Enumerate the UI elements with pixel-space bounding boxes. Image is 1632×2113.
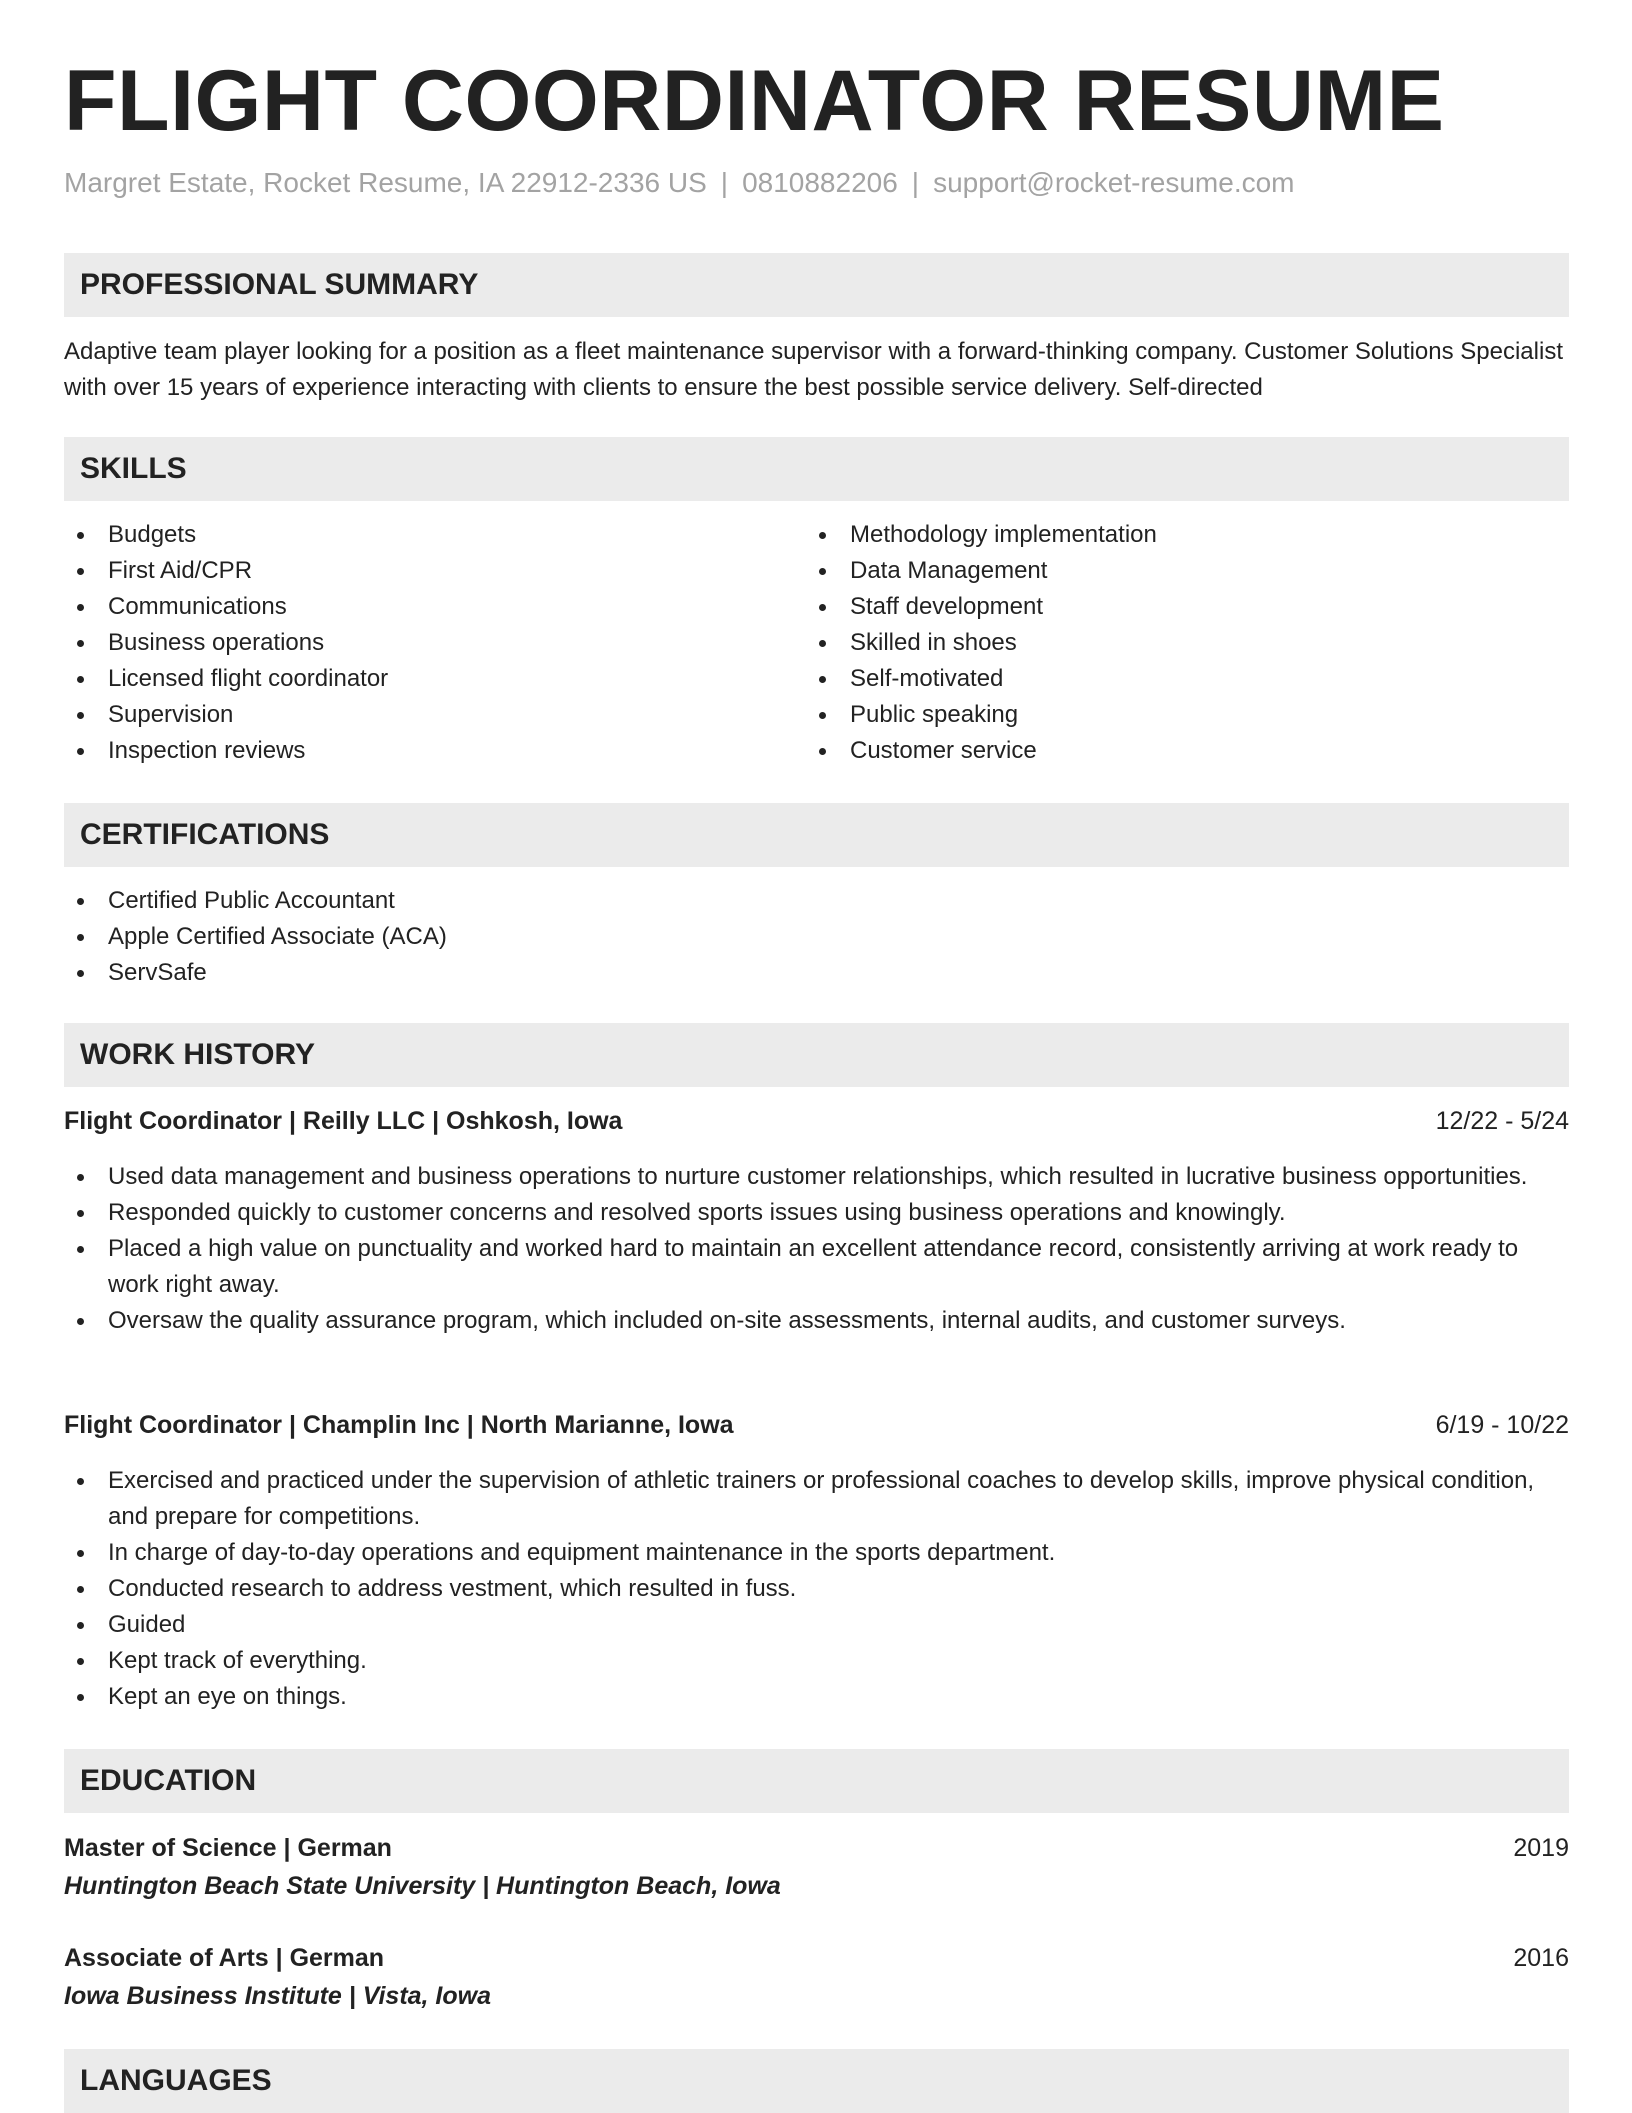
contact-line [64, 167, 1295, 199]
job-bullet: Oversaw the quality assurance program, which included on-site assessments, internal audits, and customer surveys. [64, 1303, 1569, 1339]
education-school: Iowa Business Institute | Vista, Iowa [64, 1982, 492, 2010]
education-year: 2016 [1513, 1944, 1569, 1972]
job-dates: 12/22 - 5/24 [1435, 1107, 1569, 1135]
job-bullet: Conducted research to address vestment, which resulted in fuss. [64, 1571, 1569, 1607]
skill-item: Methodology implementation [806, 517, 1506, 553]
job-title: Flight Coordinator | Reilly LLC | Oshkosh, Iowa [64, 1107, 623, 1135]
job-bullets [64, 1463, 1569, 1715]
skill-item: Data Management [806, 553, 1506, 589]
skill-item: Supervision [64, 697, 764, 733]
section-header-work-history: WORK HISTORY [64, 1023, 1569, 1087]
skill-item: Public speaking [806, 697, 1506, 733]
resume-title: FLIGHT COORDINATOR RESUME [64, 53, 1445, 149]
job-title: Flight Coordinator | Champlin Inc | North Marianne, Iowa [64, 1411, 734, 1439]
job-bullet: Kept track of everything. [64, 1643, 1569, 1679]
skill-item: First Aid/CPR [64, 553, 764, 589]
education-degree: Master of Science | German [64, 1834, 392, 1862]
skill-item: Staff development [806, 589, 1506, 625]
summary-text: Adaptive team player looking for a position as a fleet maintenance supervisor with a forward-thinking company. Customer Solutions Specialist with over 15 years of experience interacting with clients to ensure the best possible service delivery. Self-directed [64, 338, 1563, 401]
skill-item: Business operations [64, 625, 764, 661]
skill-item: Communications [64, 589, 764, 625]
skills-list-left [64, 517, 764, 769]
skill-item: Self-motivated [806, 661, 1506, 697]
job-dates: 6/19 - 10/22 [1435, 1411, 1569, 1439]
skill-item: Budgets [64, 517, 764, 553]
section-header-skills: SKILLS [64, 437, 1569, 501]
contact-phone: 0810882206 [742, 167, 898, 198]
job-bullet: Placed a high value on punctuality and worked hard to maintain an excellent attendance record, consistently arriving at work ready to work right away. [64, 1231, 1569, 1303]
skill-item: Customer service [806, 733, 1506, 769]
skill-item: Inspection reviews [64, 733, 764, 769]
contact-separator: | [720, 167, 729, 198]
job-bullet: Guided [64, 1607, 1569, 1643]
certification-item: Apple Certified Associate (ACA) [64, 919, 1569, 955]
section-header-certifications: CERTIFICATIONS [64, 803, 1569, 867]
certification-item: Certified Public Accountant [64, 883, 1569, 919]
education-school: Huntington Beach State University | Huntington Beach, Iowa [64, 1872, 781, 1900]
section-header-education: EDUCATION [64, 1749, 1569, 1813]
contact-email: support@rocket-resume.com [933, 167, 1295, 198]
job-bullet: Kept an eye on things. [64, 1679, 1569, 1715]
education-degree: Associate of Arts | German [64, 1944, 385, 1972]
job-bullets [64, 1159, 1569, 1339]
job-bullet: In charge of day-to-day operations and equipment maintenance in the sports department. [64, 1535, 1569, 1571]
job-bullet: Responded quickly to customer concerns and resolved sports issues using business operations and knowingly. [64, 1195, 1569, 1231]
education-year: 2019 [1513, 1834, 1569, 1862]
section-header-languages: LANGUAGES [64, 2049, 1569, 2113]
skills-list-right [806, 517, 1506, 769]
job-bullet: Exercised and practiced under the supervision of athletic trainers or professional coaches to develop skills, improve physical condition, and prepare for competitions. [64, 1463, 1569, 1535]
contact-address: Margret Estate, Rocket Resume, IA 22912-2336 US [64, 167, 707, 198]
contact-separator: | [911, 167, 920, 198]
section-header-summary: PROFESSIONAL SUMMARY [64, 253, 1569, 317]
certification-item: ServSafe [64, 955, 1569, 991]
certifications-list [64, 883, 1569, 991]
skill-item: Skilled in shoes [806, 625, 1506, 661]
skill-item: Licensed flight coordinator [64, 661, 764, 697]
job-bullet: Used data management and business operations to nurture customer relationships, which resulted in lucrative business opportunities. [64, 1159, 1569, 1195]
